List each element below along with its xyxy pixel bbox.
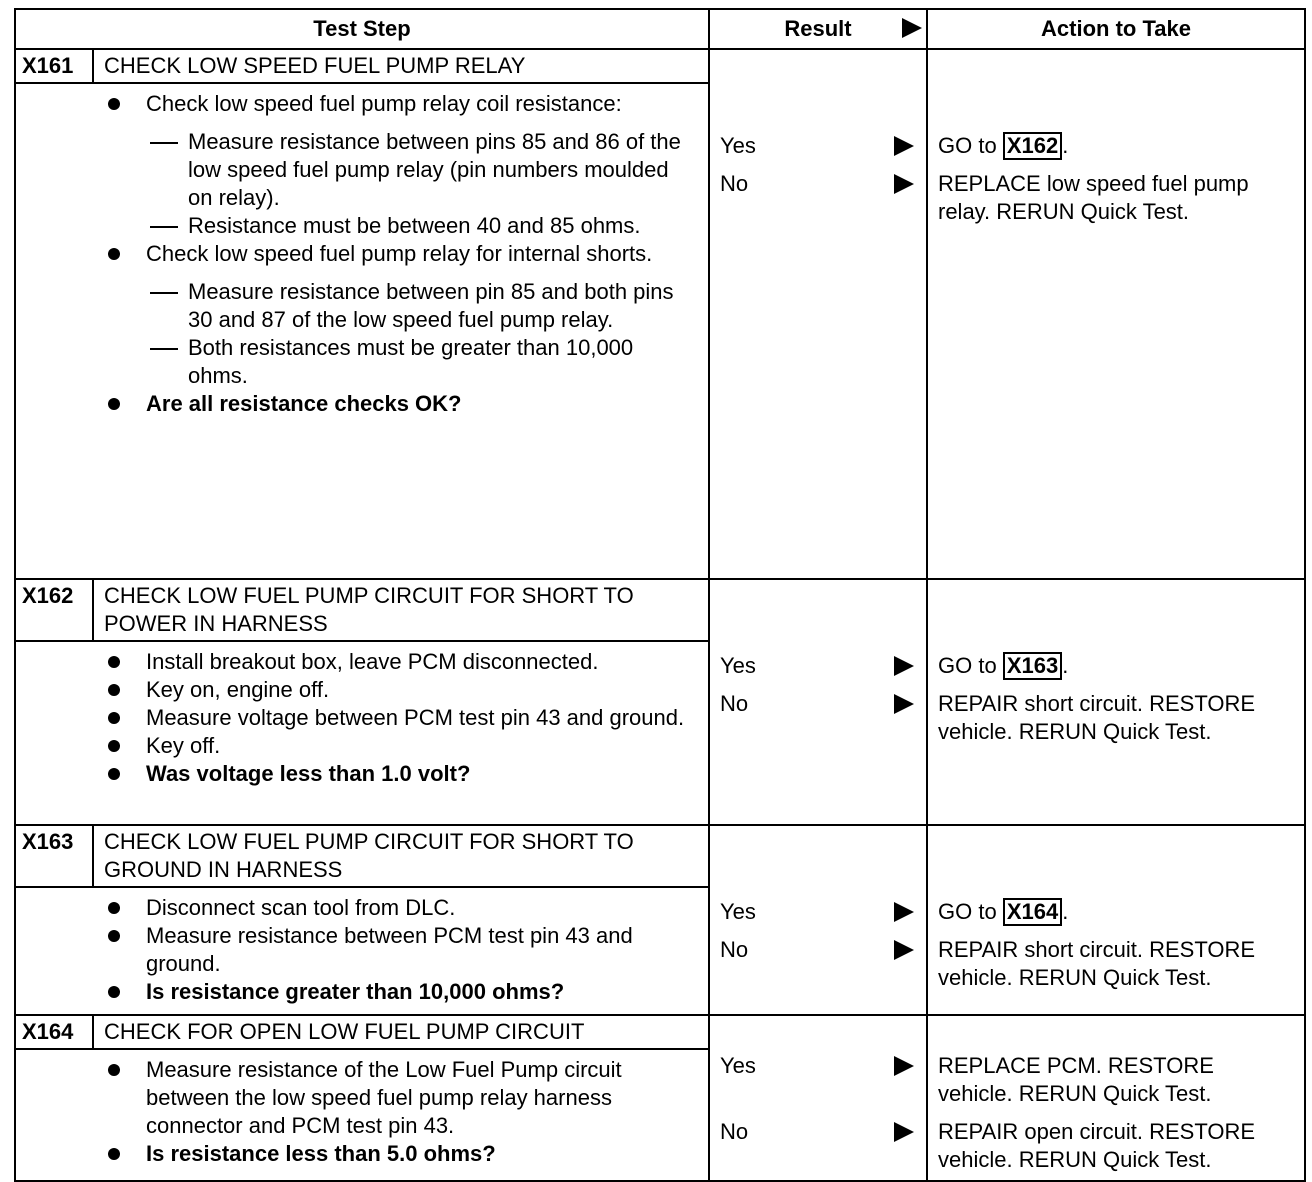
result-no-label: No (720, 1119, 749, 1144)
result-cell (709, 49, 927, 579)
step-bullet: Measure resistance between PCM test pin 43 and ground. (104, 922, 698, 978)
step-bullet: Install breakout box, leave PCM disconnected. (104, 648, 698, 676)
step-sub-item: Both resistances must be greater than 10,000 ohms. (104, 334, 698, 390)
step-question: Was voltage less than 1.0 volt? (104, 760, 698, 788)
header-result-label: Result (784, 16, 852, 41)
test-step-row (15, 825, 1305, 1015)
step-reference-link[interactable]: X164 (1003, 898, 1062, 926)
result-yes-label: Yes (720, 1053, 756, 1078)
result-options (710, 580, 926, 728)
test-step-row (15, 49, 1305, 579)
step-cell (15, 49, 709, 579)
result-yes-label: Yes (720, 653, 756, 678)
arrow-right-icon (902, 18, 922, 38)
action-yes (938, 652, 1294, 690)
step-question: Is resistance greater than 10,000 ohms? (104, 978, 698, 1006)
step-id: X161 (16, 50, 94, 82)
action-punct: . (1062, 133, 1069, 158)
arrow-right-icon (894, 656, 914, 676)
step-header (16, 826, 708, 888)
action-no: REPAIR open circuit. RESTORE vehicle. RERUN Quick Test. (938, 1119, 1256, 1172)
result-cell (709, 579, 927, 825)
result-yes-label: Yes (720, 899, 756, 924)
header-test-step: Test Step (15, 9, 709, 49)
result-no (720, 1118, 916, 1156)
action-punct: . (1062, 899, 1069, 924)
test-step-row (15, 1015, 1305, 1181)
step-reference-link[interactable]: X162 (1003, 132, 1062, 160)
step-header (16, 1016, 708, 1050)
test-step-row (15, 579, 1305, 825)
arrow-right-icon (894, 136, 914, 156)
arrow-right-icon (894, 902, 914, 922)
action-no: REPAIR short circuit. RESTORE vehicle. RERUN Quick Test. (938, 937, 1256, 990)
table-header-row (15, 9, 1305, 49)
step-sub-item: Measure resistance between pins 85 and 86 of the low speed fuel pump relay (pin numbers moulded on relay). (104, 128, 698, 212)
action-yes (938, 132, 1294, 170)
action-options (928, 50, 1304, 226)
step-sub-item: Measure resistance between pin 85 and both pins 30 and 87 of the low speed fuel pump relay. (104, 278, 698, 334)
action-cell (927, 825, 1305, 1015)
result-cell (709, 825, 927, 1015)
action-text: GO to (938, 653, 997, 678)
result-cell (709, 1015, 927, 1181)
action-punct: . (1062, 653, 1069, 678)
step-header (16, 50, 708, 84)
result-options (710, 826, 926, 974)
arrow-right-icon (894, 174, 914, 194)
arrow-right-icon (894, 694, 914, 714)
step-bullet: Disconnect scan tool from DLC. (104, 894, 698, 922)
result-options (710, 1016, 926, 1156)
step-body (16, 1050, 708, 1172)
result-yes (720, 132, 916, 170)
result-no-label: No (720, 691, 749, 716)
arrow-right-icon (894, 940, 914, 960)
step-title: CHECK FOR OPEN LOW FUEL PUMP CIRCUIT (104, 1019, 585, 1044)
action-yes (938, 898, 1294, 936)
step-bullet: Measure resistance of the Low Fuel Pump circuit between the low speed fuel pump relay harness connector and PCM test pin 43. (104, 1056, 698, 1140)
step-cell (15, 825, 709, 1015)
header-action: Action to Take (927, 9, 1305, 49)
step-body (16, 84, 708, 422)
result-options (710, 50, 926, 208)
step-body (16, 888, 708, 1010)
result-no (720, 170, 916, 208)
action-cell (927, 1015, 1305, 1181)
result-no (720, 690, 916, 728)
result-no (720, 936, 916, 974)
result-no-label: No (720, 937, 749, 962)
step-title: CHECK LOW SPEED FUEL PUMP RELAY (104, 53, 526, 78)
step-question: Are all resistance checks OK? (104, 390, 698, 418)
step-question: Is resistance less than 5.0 ohms? (104, 1140, 698, 1168)
action-text: GO to (938, 899, 997, 924)
step-bullet: Check low speed fuel pump relay for internal shorts. (104, 240, 698, 268)
step-id: X162 (16, 580, 94, 640)
arrow-right-icon (894, 1122, 914, 1142)
action-no: REPLACE low speed fuel pump relay. RERUN Quick Test. (938, 171, 1249, 224)
step-bullet: Key off. (104, 732, 698, 760)
step-title: CHECK LOW FUEL PUMP CIRCUIT FOR SHORT TO POWER IN HARNESS (104, 583, 634, 636)
step-id: X164 (16, 1016, 94, 1048)
header-result (709, 9, 927, 49)
action-text: GO to (938, 133, 997, 158)
step-header (16, 580, 708, 642)
action-options (928, 580, 1304, 746)
step-bullet: Measure voltage between PCM test pin 43 and ground. (104, 704, 698, 732)
step-cell (15, 579, 709, 825)
result-yes (720, 652, 916, 690)
result-yes-label: Yes (720, 133, 756, 158)
arrow-right-icon (894, 1056, 914, 1076)
action-options (928, 826, 1304, 992)
step-cell (15, 1015, 709, 1181)
step-body (16, 642, 708, 792)
step-id: X163 (16, 826, 94, 886)
step-bullet: Check low speed fuel pump relay coil resistance: (104, 90, 698, 118)
step-sub-item: Resistance must be between 40 and 85 ohms. (104, 212, 698, 240)
action-yes: REPLACE PCM. RESTORE vehicle. RERUN Quick Test. (938, 1053, 1214, 1106)
step-bullet: Key on, engine off. (104, 676, 698, 704)
pinpoint-test-table (14, 8, 1306, 1182)
action-cell (927, 49, 1305, 579)
action-no: REPAIR short circuit. RESTORE vehicle. RERUN Quick Test. (938, 691, 1256, 744)
result-yes (720, 1052, 916, 1118)
action-options (928, 1016, 1304, 1174)
step-title: CHECK LOW FUEL PUMP CIRCUIT FOR SHORT TO GROUND IN HARNESS (104, 829, 634, 882)
action-cell (927, 579, 1305, 825)
step-reference-link[interactable]: X163 (1003, 652, 1062, 680)
result-yes (720, 898, 916, 936)
result-no-label: No (720, 171, 749, 196)
